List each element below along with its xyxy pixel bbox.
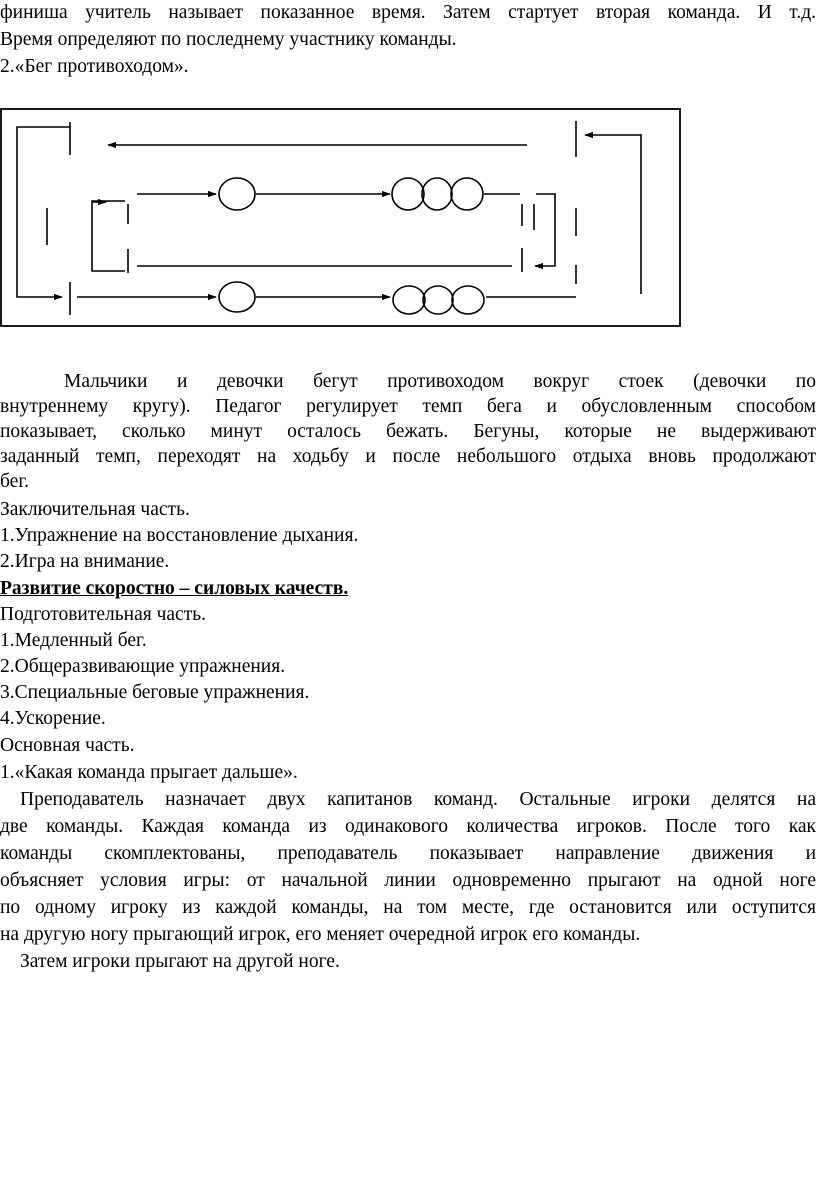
inner-right-path [535,194,555,266]
game-text-line-5: по одному игроку из каждой команды, на том месте, где остановится или оступится [0,897,816,918]
game-title: 1.«Какая команда прыгает дальше». [0,762,298,783]
runner-circle [392,178,424,210]
game-text-line-1: Преподаватель назначает двух капитанов команд. Остальные игроки делятся на [20,789,816,810]
final-part-item-1: 1.Упражнение на восстановление дыхания. [0,525,359,546]
prep-item-1: 1.Медленный бег. [0,630,147,651]
runner-circle [219,178,255,210]
description-line-2: внутреннему кругу). Педагог регулирует темп бега и обусловленным способом [0,396,816,417]
final-part-item-2: 2.Игра на внимание. [0,551,170,572]
runner-circle [452,286,484,314]
runner-circle [422,178,452,210]
description-line-3: показывает, сколько минут осталось бежать. Бегуны, которые не выдерживают [0,421,816,442]
inner-left-path [92,201,125,271]
runner-circle [423,286,453,314]
running-track-diagram [0,108,684,330]
exercise-title-counter-run: 2.«Бег противоходом». [0,56,189,77]
game-text-line-6: на другую ногу прыгающий игрок, его меняет очередной игрок его команды. [0,924,641,945]
game-text-line-4: объясняет условия игры: от начальной линии одновременно прыгают на одной ноге [0,870,816,891]
intro-line-1: финиша учитель называет показанное время. Затем стартует вторая команда. И т.д. [0,2,816,23]
game-text-line-2: две команды. Каждая команда из одинакового количества игроков. После того как [0,816,816,837]
description-line-5: бег. [0,471,29,492]
prep-item-4: 4.Ускорение. [0,708,106,729]
runner-circle [219,282,255,312]
main-part-heading: Основная часть. [0,735,135,756]
section-title: Развитие скоростно – силовых качеств. [0,578,349,599]
final-part-heading: Заключительная часть. [0,499,190,520]
diagram-frame [1,109,680,326]
description-line-1: Мальчики и девочки бегут противоходом вокруг стоек (девочки по [64,371,816,392]
runner-circle [451,178,483,210]
intro-line-2: Время определяют по последнему участнику команды. [0,29,457,50]
outer-right-path [585,135,641,294]
game-text-last: Затем игроки прыгают на другой ноге. [20,951,340,972]
game-text-line-3: команды скомплектованы, преподаватель показывает направление движения и [0,843,816,864]
prep-part-heading: Подготовительная часть. [0,604,206,625]
prep-item-2: 2.Общеразвивающие упражнения. [0,656,286,677]
outer-left-path [17,127,70,297]
runner-circle [393,286,425,314]
prep-item-3: 3.Специальные беговые упражнения. [0,682,310,703]
description-line-4: заданный темп, переходят на ходьбу и после небольшого отдыха вновь продолжают [0,446,816,467]
